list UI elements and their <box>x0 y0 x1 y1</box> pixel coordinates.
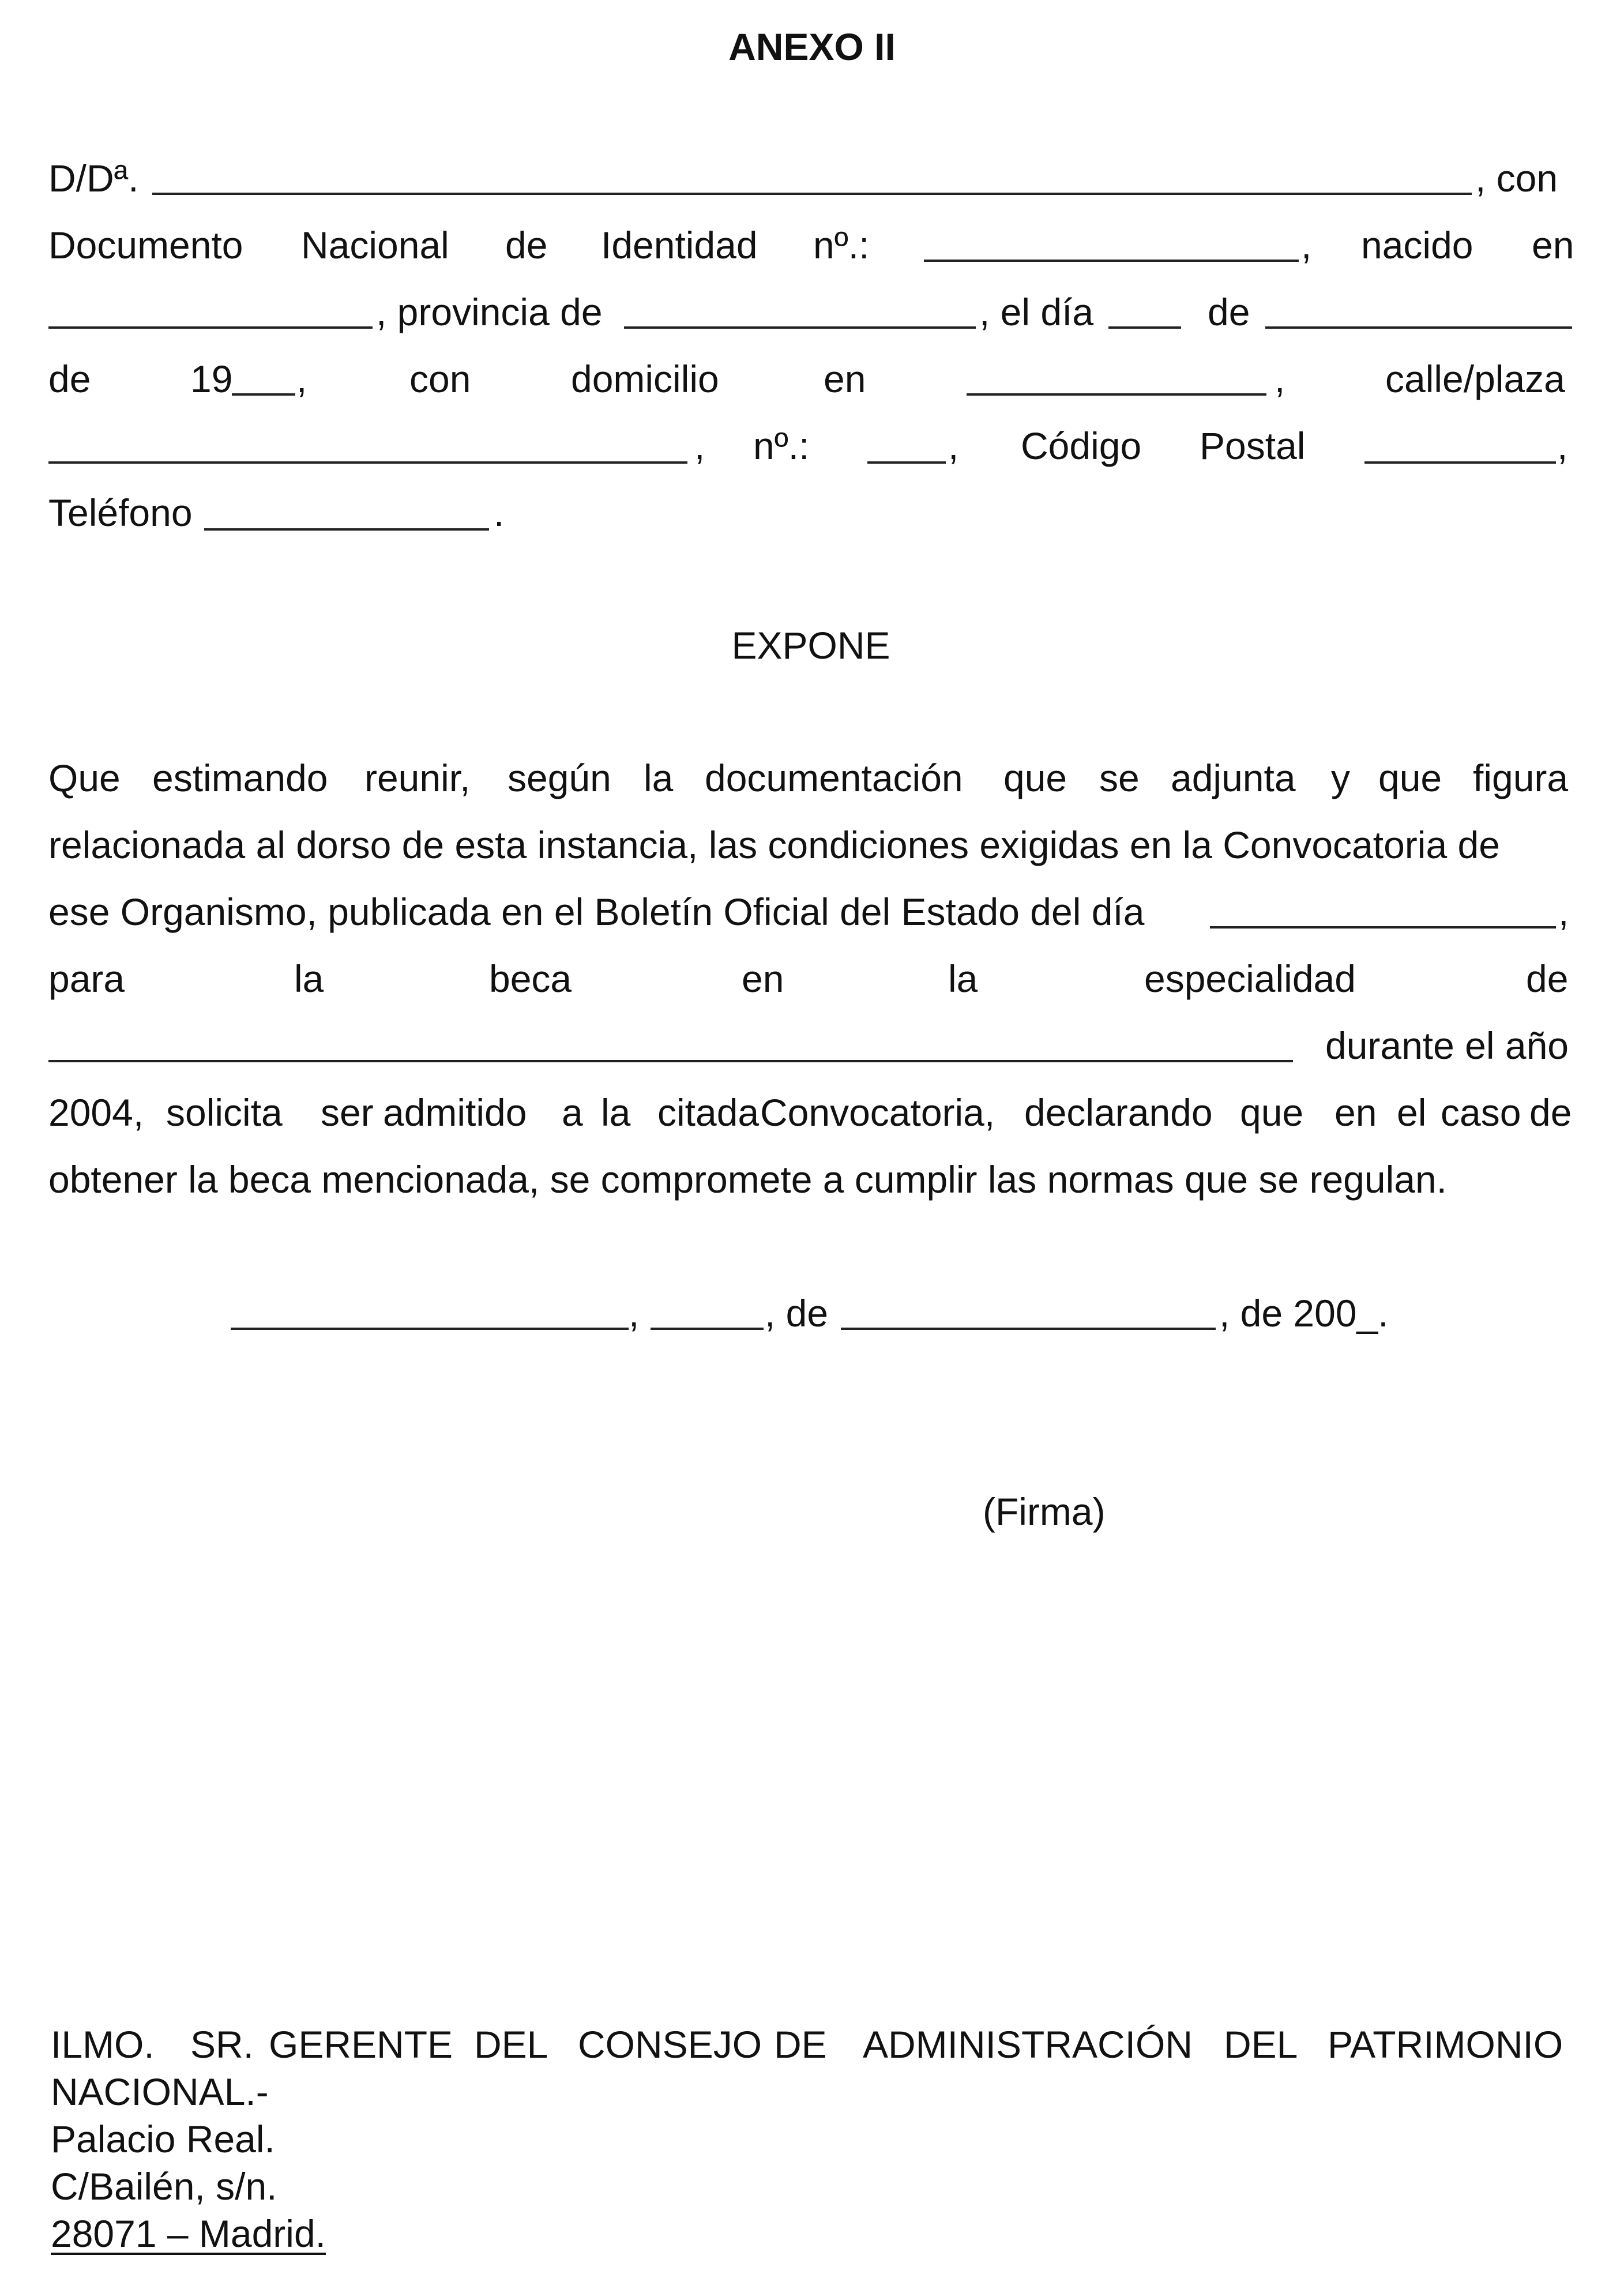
expone-word: la <box>294 957 324 1000</box>
expone-word: de <box>1526 957 1569 1000</box>
addressee-line-3: Palacio Real. <box>51 2118 275 2160</box>
year-comma: , <box>296 358 307 400</box>
birthplace-blank[interactable] <box>48 326 373 329</box>
street-number-comma: , <box>948 424 959 467</box>
document-title: ANEXO II <box>728 25 896 68</box>
expone-word: la <box>644 757 674 799</box>
expone-word: a <box>562 1091 583 1134</box>
expone-word: documentación <box>705 757 963 799</box>
expone-word: el <box>1397 1091 1427 1134</box>
year-de-label: de <box>48 358 91 400</box>
born-word: nacido <box>1361 224 1473 266</box>
province-blank[interactable] <box>624 326 976 329</box>
month-label: de <box>1208 291 1250 333</box>
postal-code-blank[interactable] <box>1364 461 1556 464</box>
month-blank[interactable] <box>1265 326 1572 329</box>
addressee-line-2: NACIONAL.- <box>51 2070 269 2113</box>
expone-word: caso <box>1441 1091 1521 1134</box>
street-comma: , <box>694 424 705 467</box>
expone-word: reunir, <box>364 757 471 799</box>
boe-date-blank[interactable] <box>1210 926 1556 929</box>
date-day-blank[interactable] <box>651 1328 764 1330</box>
expone-word: según <box>507 757 611 799</box>
expone-line-2: relacionada al dorso de esta instancia, las condiciones exigidas en la Convocatoria de <box>48 824 1500 866</box>
expone-word: beca <box>489 957 572 1000</box>
province-label: , provincia de <box>376 291 603 333</box>
expone-line-5-end: durante el año <box>1325 1024 1569 1067</box>
expone-word: estimando <box>152 757 328 799</box>
con-label: , con <box>1475 157 1558 200</box>
postal-comma: , <box>1557 424 1568 467</box>
specialty-blank[interactable] <box>48 1060 1293 1062</box>
expone-heading: EXPONE <box>731 624 890 667</box>
street-blank[interactable] <box>48 461 687 464</box>
day-label: , el día <box>979 291 1094 333</box>
date-year-label: , de 200_. <box>1219 1292 1389 1335</box>
dni-word-3: de <box>505 224 548 266</box>
date-de-label: , de <box>765 1292 829 1335</box>
expone-word: la <box>601 1091 631 1134</box>
dni-blank[interactable] <box>924 260 1299 262</box>
expone-word: solicita <box>166 1091 283 1134</box>
name-label: D/Dª. <box>48 157 139 200</box>
dni-word-2: Nacional <box>301 224 449 266</box>
addressee-word: PATRIMONIO <box>1328 2023 1563 2066</box>
year-prefix: 19 <box>190 358 233 400</box>
expone-word: Convocatoria, <box>760 1091 995 1134</box>
born-in-word: en <box>1532 224 1574 266</box>
expone-line-3: ese Organismo, publicada en el Boletín Oficial del Estado del día <box>48 890 1145 933</box>
dni-comma: , <box>1301 224 1312 266</box>
addressee-word: ILMO. <box>51 2023 155 2066</box>
postal-word-1: Código <box>1021 424 1142 467</box>
addressee-word: DEL <box>1224 2023 1298 2066</box>
addressee-line-5: 28071 – Madrid. <box>51 2212 326 2255</box>
phone-label: Teléfono <box>48 491 193 534</box>
con-domicilio-word-3: en <box>824 358 866 400</box>
dni-word-1: Documento <box>48 224 243 266</box>
place-blank[interactable] <box>231 1328 629 1330</box>
expone-word: figura <box>1473 757 1569 799</box>
con-domicilio-word-2: domicilio <box>571 358 719 400</box>
day-blank[interactable] <box>1108 326 1181 329</box>
addressee-word: DE <box>774 2023 827 2066</box>
addressee-word: GERENTE <box>269 2023 453 2066</box>
expone-word: citada <box>657 1091 760 1134</box>
expone-word: en <box>742 957 784 1000</box>
phone-blank[interactable] <box>204 528 489 531</box>
expone-word: declarando <box>1024 1091 1213 1134</box>
expone-word: se <box>1099 757 1140 799</box>
expone-line-7: obtener la beca mencionada, se compromete a cumplir las normas que se regulan. <box>48 1158 1447 1201</box>
street-number-label: nº.: <box>753 424 810 467</box>
place-comma: , <box>629 1292 640 1335</box>
expone-word: 2004, <box>48 1091 144 1134</box>
year-blank[interactable] <box>232 393 295 396</box>
addressee-word: ADMINISTRACIÓN <box>863 2023 1193 2066</box>
expone-word: para <box>48 957 125 1000</box>
expone-word: la <box>948 957 978 1000</box>
dni-number-label: nº.: <box>813 224 870 266</box>
date-month-blank[interactable] <box>841 1328 1216 1330</box>
postal-word-2: Postal <box>1200 424 1306 467</box>
street-label: calle/plaza <box>1385 358 1565 400</box>
expone-word: que <box>1240 1091 1304 1134</box>
dni-word-4: Identidad <box>601 224 758 266</box>
signature-label: (Firma) <box>983 1490 1106 1533</box>
expone-word: y <box>1331 757 1350 799</box>
con-domicilio-word-1: con <box>409 358 471 400</box>
expone-word: en <box>1334 1091 1377 1134</box>
expone-word: especialidad <box>1144 957 1356 1000</box>
expone-word: ser <box>321 1091 374 1134</box>
residence-comma: , <box>1275 358 1285 400</box>
expone-word: que <box>1003 757 1067 799</box>
addressee-word: SR. <box>190 2023 254 2066</box>
expone-word: de <box>1529 1091 1572 1134</box>
expone-word: que <box>1378 757 1442 799</box>
addressee-word: CONSEJO <box>578 2023 762 2066</box>
name-blank[interactable] <box>152 193 1472 195</box>
phone-period: . <box>494 491 505 534</box>
street-number-blank[interactable] <box>867 461 946 464</box>
addressee-word: DEL <box>474 2023 548 2066</box>
boe-date-comma: , <box>1558 890 1569 933</box>
expone-word: adjunta <box>1171 757 1296 799</box>
residence-blank[interactable] <box>967 393 1266 396</box>
addressee-line-4: C/Bailén, s/n. <box>51 2165 277 2208</box>
expone-word: admitido <box>383 1091 527 1134</box>
expone-word: Que <box>48 757 121 799</box>
